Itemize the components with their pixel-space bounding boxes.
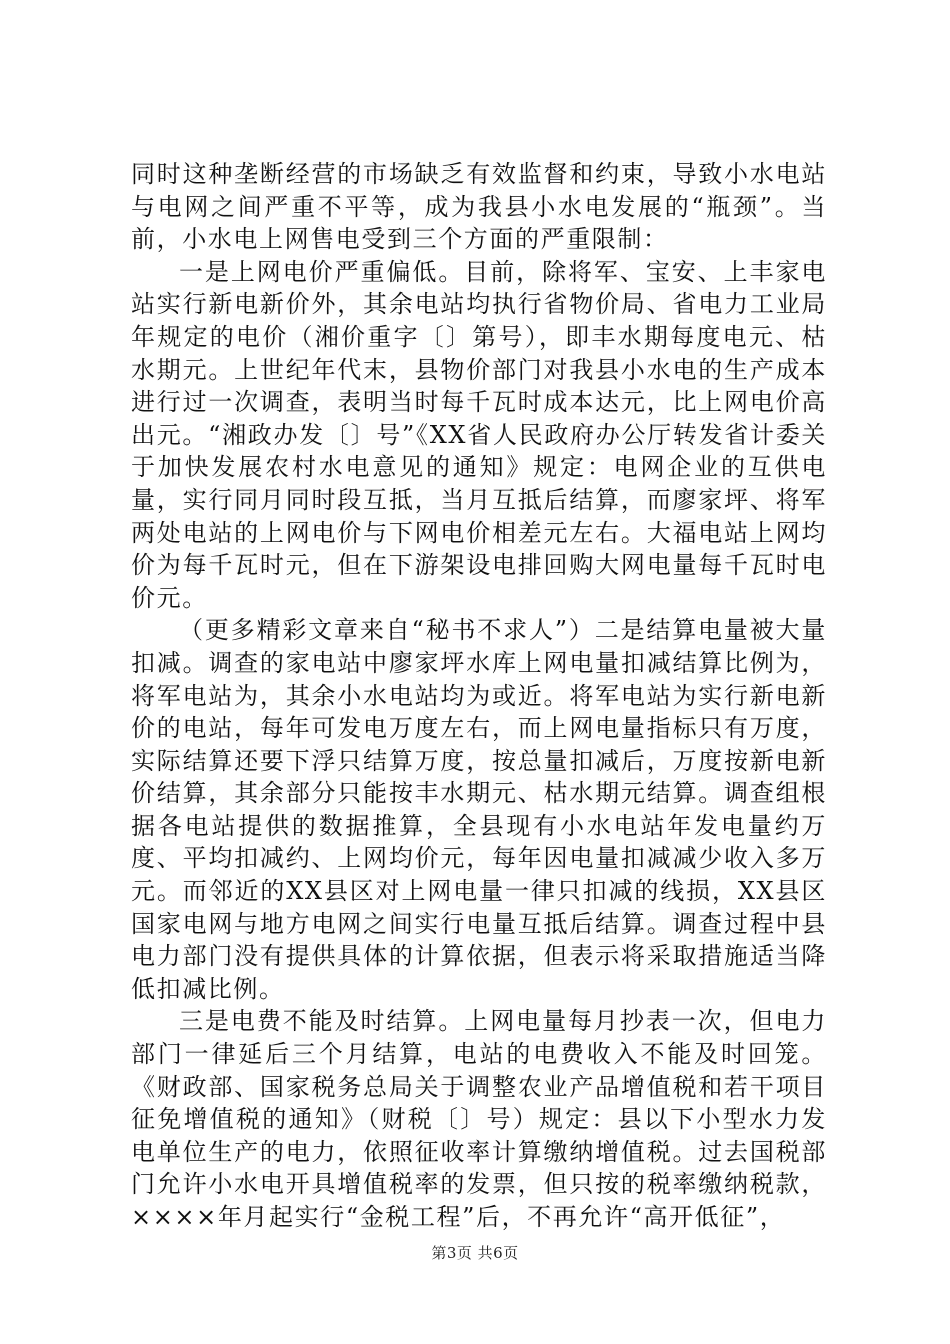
paragraph-late-settlement: 三是电费不能及时结算。上网电量每月抄表一次，但电力部门一律延后三个月结算，电站的电费收入不能及时回笼。《财政部、国家税务总局关于调整农业产品增值税和若干项目征免增值税的通知》（财税〔〕号）规定：县以下小型水力发电单位生产的电力，依照征收率计算缴纳增值税。过去国税部门允许小水电开具增值税率的发票，但只按的税率缴纳税款，××××年月起实行“金税工程”后，不再允许“高开低征”，: [131, 1007, 827, 1231]
paragraph-continuation: 同时这种垄断经营的市场缺乏有效监督和约束，导致小水电站与电网之间严重不平等，成为我县小水电发展的“瓶颈”。当前，小水电上网售电受到三个方面的严重限制：: [131, 160, 827, 254]
page-number-footer: 第3页 共6页: [431, 1244, 519, 1262]
paragraph-low-grid-price: 一是上网电价严重偏低。目前，除将军、宝安、上丰家电站实行新电新价外，其余电站均执行省物价局、省电力工业局年规定的电价（湘价重字〔〕第号），即丰水期每度电元、枯水期元。上世纪年代末，县物价部门对我县小水电的生产成本进行过一次调查，表明当时每千瓦时成本达元，比上网电价高出元。“湘政办发〔〕号”《XX省人民政府办公厅转发省计委关于加快发展农村水电意见的通知》规定：电网企业的互供电量，实行同月同时段互抵，当月互抵后结算，而廖家坪、将军两处电站的上网电价与下网电价相差元左右。大福电站上网均价为每千瓦时元，但在下游架设电排回购大网电量每千瓦时电价元。: [131, 257, 827, 612]
paragraph-settlement-deduction: （更多精彩文章来自“秘书不求人”）二是结算电量被大量扣减。调查的家电站中廖家坪水库上网电量扣减结算比例为，将军电站为，其余小水电站均为或近。将军电站为实行新电新价的电站，每年可发电万度左右，而上网电量指标只有万度，实际结算还要下浮只结算万度，按总量扣减后，万度按新电新价结算，其余部分只能按丰水期元、枯水期元结算。调查组根据各电站提供的数据推算，全县现有小水电站年发电量约万度、平均扣减约、上网均价元，每年因电量扣减减少收入多万元。而邻近的XX县区对上网电量一律只扣减的线损，XX县区国家电网与地方电网之间实行电量互抵后结算。调查过程中县电力部门没有提供具体的计算依据，但表示将采取措施适当降低扣减比例。: [131, 616, 827, 1003]
document-body: [131, 158, 827, 1234]
